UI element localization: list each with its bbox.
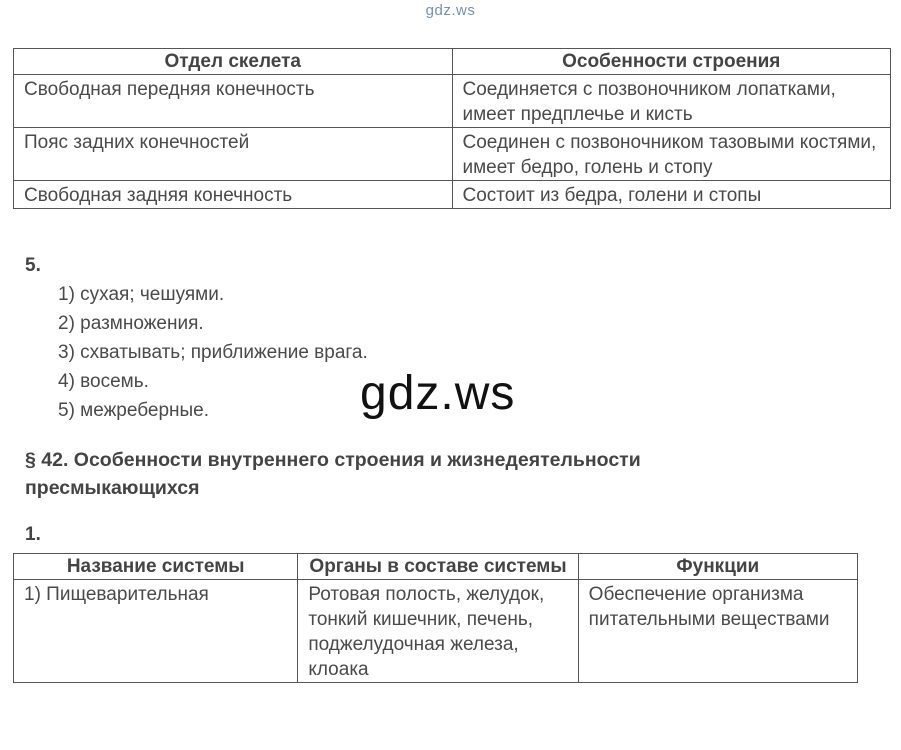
table-header-row [14,49,891,75]
answer-line: 5) межреберные. [58,400,210,421]
table-cell: Ротовая полость, желудок, тонкий кишечник, печень, поджелудочная железа, клоака [298,580,578,683]
watermark-top: gdz.ws [425,2,476,19]
table-cell: 1) Пищеварительная [14,580,298,683]
table-row [14,128,891,181]
table-row [14,181,891,209]
answer-line: 3) схватывать; приближение врага. [58,342,368,363]
skeleton-table [13,48,891,209]
column-header: Органы в составе системы [298,554,578,580]
table-cell: Обеспечение организма питательными веществами [578,580,857,683]
systems-table [13,553,858,683]
table-cell: Соединяется с позвоночником лопатками, имеет предплечье и кисть [452,75,891,128]
answer-line: 1) сухая; чешуями. [58,284,225,305]
table-row [14,75,891,128]
table-cell: Пояс задних конечностей [14,128,453,181]
table-row [14,580,858,683]
table-header-row [14,554,858,580]
column-header: Отдел скелета [14,49,453,75]
task-number: 1. [25,524,41,545]
task-number: 5. [25,255,41,276]
table-cell: Соединен с позвоночником тазовыми костями, имеет бедро, голень и стопу [452,128,891,181]
column-header: Название системы [14,554,298,580]
table-cell: Свободная передняя конечность [14,75,453,128]
section-heading: § 42. Особенности внутреннего строения и жизнедеятельности пресмыкающихся [25,449,641,499]
watermark-center: gdz.ws [360,367,516,420]
table-cell: Состоит из бедра, голени и стопы [452,181,891,209]
column-header: Функции [578,554,857,580]
answer-line: 4) восемь. [58,371,149,392]
table-cell: Свободная задняя конечность [14,181,453,209]
column-header: Особенности строения [452,49,891,75]
answer-line: 2) размножения. [58,313,204,334]
